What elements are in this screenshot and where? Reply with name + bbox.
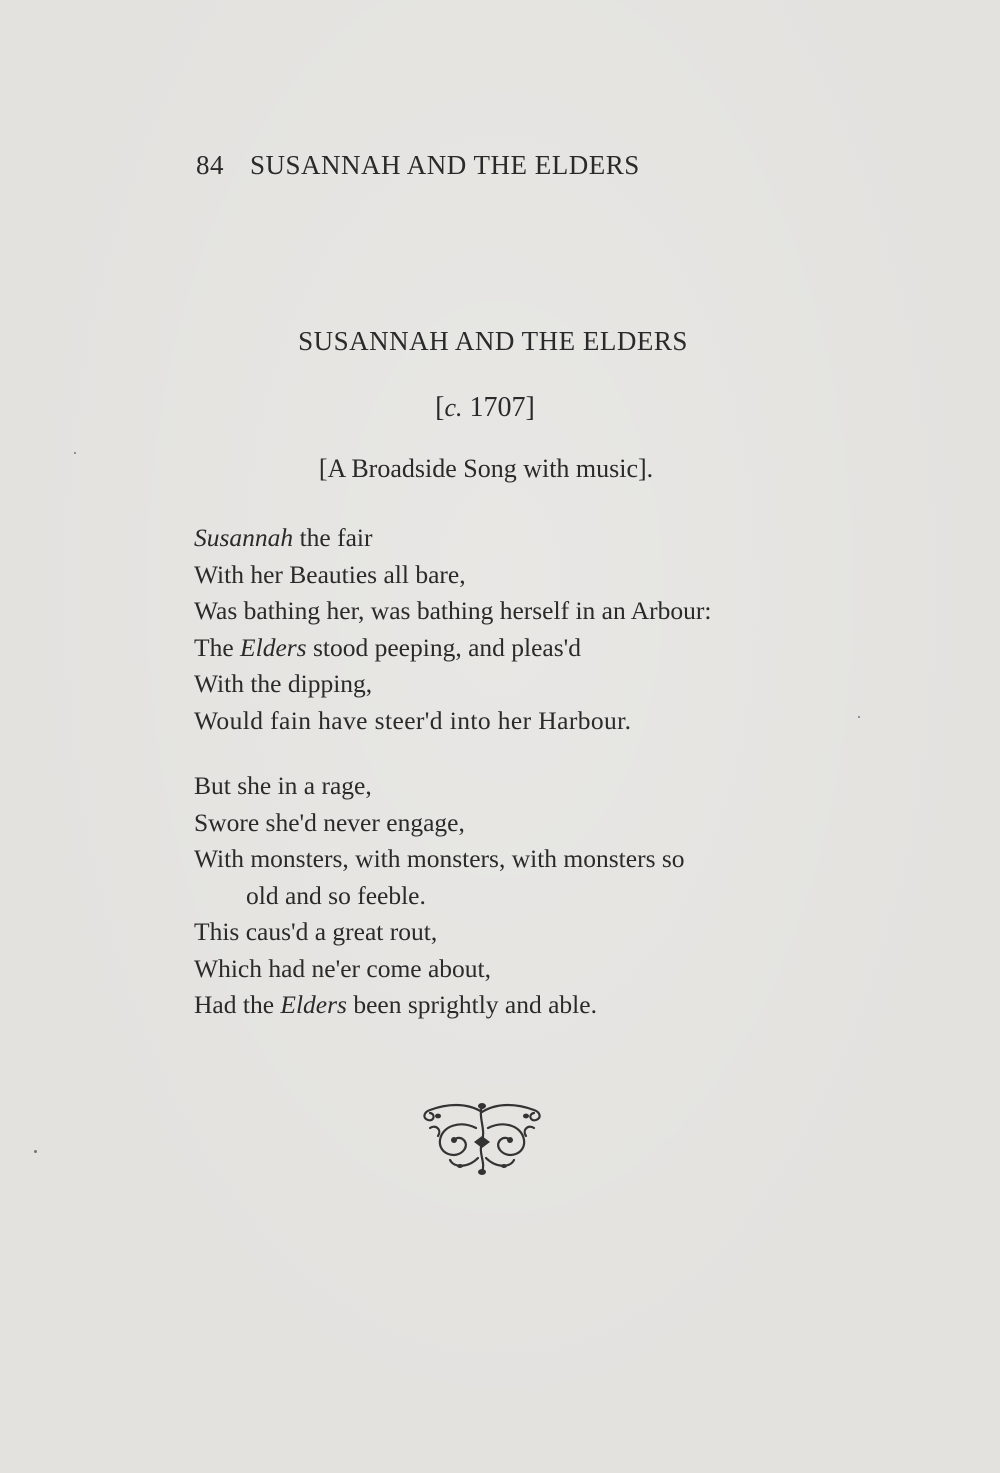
verse-line: With the dipping, [194,669,373,698]
verse-line: Which had ne'er come about, [194,953,492,983]
verse-line: Was bathing her, was bathing herself in an Arbour: [194,596,712,625]
verse-line: With monsters, with monsters, with monsters so [194,844,685,873]
paper-speck [858,716,860,718]
italic-name: Elders [240,632,307,662]
verse-line: Would fain have steer'd into her Harbour. [194,705,632,735]
poem-subtitle: [A Broadside Song with music]. [318,454,654,483]
verse-line-continuation: old and so feeble. [246,880,426,910]
date-year: 1707 [469,392,526,423]
date-prefix: c. [444,393,463,422]
poem-title: SUSANNAH AND THE ELDERS [298,326,688,356]
paper-speck [34,1150,37,1153]
verse-line: Swore she'd never engage, [194,807,465,837]
poem-date: [c. 1707] [435,392,535,423]
floral-fleuron-icon [416,1098,548,1176]
verse-line: But she in a rage, [194,771,372,800]
stanza-1 [194,520,814,739]
paper-speck [74,452,76,454]
running-title: SUSANNAH AND THE ELDERS [250,150,640,180]
verse-line: Susannah the fair [194,523,373,552]
page-number: 84 [196,150,224,180]
italic-name: Elders [280,990,347,1019]
verse-line: Had the Elders been sprightly and able. [194,990,597,1019]
stanza-2 [194,768,814,1024]
running-head [196,150,640,181]
italic-name: Susannah [194,523,294,552]
verse-line: The Elders stood peeping, and pleas'd [194,632,582,662]
verse-line: With her Beauties all bare, [194,559,466,589]
verse-line: This caus'd a great rout, [194,917,438,946]
